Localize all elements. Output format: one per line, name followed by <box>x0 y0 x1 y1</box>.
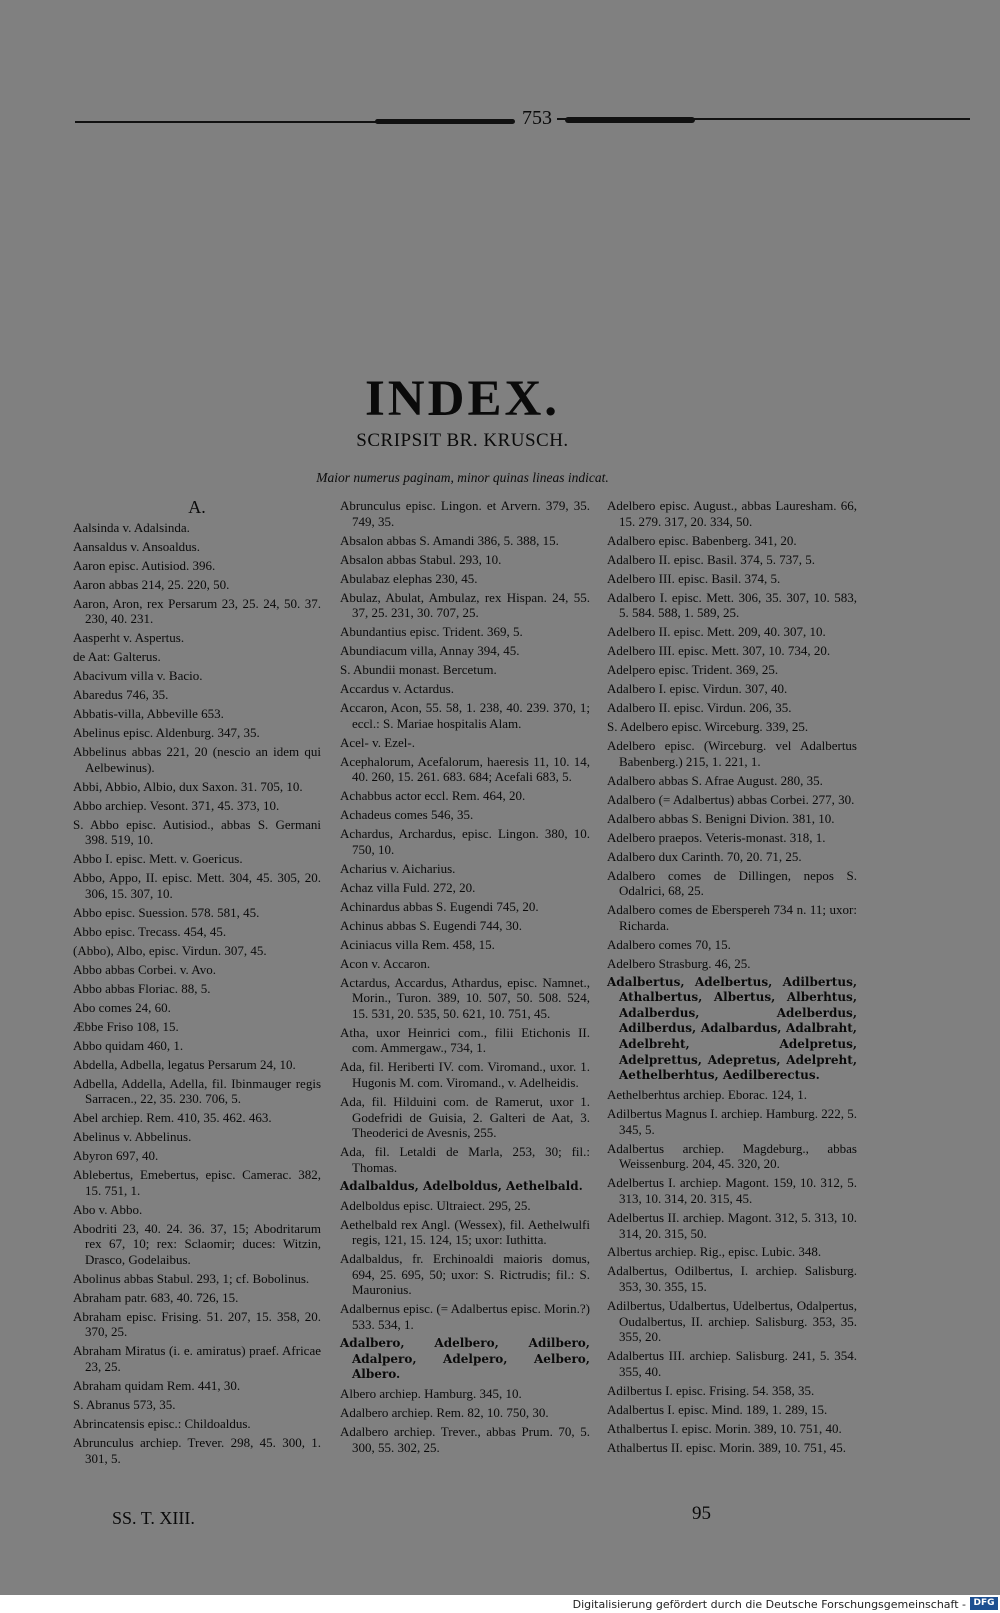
index-entry: Adalbertus III. archiep. Salisburg. 241, 5. 354. 355, 40. <box>607 1348 857 1379</box>
index-entry: Abelinus v. Abbelinus. <box>73 1129 192 1145</box>
index-entry: S. Adelbero episc. Wirceburg. 339, 25. <box>607 719 809 735</box>
index-entry: Abbo abbas Floriac. 88, 5. <box>73 980 211 996</box>
index-entry: Aaron, Aron, rex Persarum 23, 25. 24, 50. 37. 230, 40. 231. <box>73 595 321 627</box>
sheet-number: 95 <box>692 1503 711 1524</box>
index-entry: Adalbero comes 70, 15. <box>607 936 731 952</box>
index-entry: Abbo, Appo, II. episc. Mett. 304, 45. 305, 20. 306, 15. 307, 10. <box>73 870 321 901</box>
index-entry: Adalbero archiep. Rem. 82, 10. 750, 30. <box>340 1405 549 1421</box>
index-entry: Abbo archiep. Vesont. 371, 45. 373, 10. <box>73 797 280 813</box>
index-entry: Aasperht v. Aspertus. <box>73 630 185 646</box>
index-entry: Abulaz, Abulat, Ambulaz, rex Hispan. 24, 55. 37, 25. 231, 30. 707, 25. <box>340 589 590 621</box>
index-entry: Absalon abbas Stabul. 293, 10. <box>340 551 502 567</box>
index-entry: Adalbero archiep. Trever., abbas Prum. 70, 5. 300, 55. 302, 25. <box>340 1424 590 1455</box>
index-entry: Aethelbald rex Angl. (Wessex), fil. Aethelwulfi regis, 121, 15. 124, 15; uxor: Iuthitta. <box>340 1216 590 1248</box>
rule-right-ornament <box>565 117 695 123</box>
index-entry: Abrunculus episc. Lingon. et Arvern. 379, 35. 749, 35. <box>340 498 590 529</box>
index-entry: Adalbero (= Adalbertus) abbas Corbei. 277, 30. <box>607 791 855 807</box>
index-entry: Abulabaz elephas 230, 45. <box>340 570 478 586</box>
index-entry: Achadeus comes 546, 35. <box>340 807 474 823</box>
index-entry: Ablebertus, Emebertus, episc. Camerac. 382, 15. 751, 1. <box>73 1167 321 1198</box>
index-entry: Adilbertus Magnus I. archiep. Hamburg. 222, 5. 345, 5. <box>607 1106 857 1137</box>
funding-credit: Digitalisierung gefördert durch die Deutsche Forschungsgemeinschaft - <box>572 1598 966 1611</box>
page-subtitle: SCRIPSIT BR. KRUSCH. <box>356 430 569 451</box>
index-entry: Achardus, Archardus, episc. Lingon. 380, 10. 750, 10. <box>340 826 590 857</box>
index-heading-entry: Adalbaldus, Adelboldus, Aethelbald. <box>340 1178 583 1193</box>
index-entry: (Abbo), Albo, episc. Virdun. 307, 45. <box>73 942 267 958</box>
index-entry: Abel archiep. Rem. 410, 35. 462. 463. <box>73 1110 272 1126</box>
index-heading-entry: Adalbero, Adelbero, Adilbero, Adalpero, Adelpero, Aelbero, Albero. <box>340 1336 590 1382</box>
index-entry: Abo comes 24, 60. <box>73 999 171 1015</box>
index-entry: Adalbaldus, fr. Erchinoaldi maioris domus, 694, 25. 695, 50; uxor: S. Rictrudis; fil.: S. Mauronius. <box>340 1251 590 1298</box>
index-entry: Adalbertus I. episc. Mind. 189, 1. 289, 15. <box>607 1401 828 1417</box>
index-entry: Athalbertus I. episc. Morin. 389, 10. 751, 40. <box>607 1420 842 1436</box>
rule-left-ornament <box>375 119 515 124</box>
index-entry: Adilbertus, Udalbertus, Udelbertus, Odalpertus, Oudalbertus, II. archiep. Salisburg. 353, 35. 355, 20. <box>607 1298 857 1345</box>
index-entry: Aciniacus villa Rem. 458, 15. <box>340 936 495 952</box>
index-entry: de Aat: Galterus. <box>73 649 161 665</box>
index-column-2 <box>340 498 590 1459</box>
index-entry: Aalsinda v. Adalsinda. <box>73 519 190 535</box>
index-entry: Abraham Miratus (i. e. amiratus) praef. Africae 23, 25. <box>73 1343 321 1374</box>
index-entry: Achaz villa Fuld. 272, 20. <box>340 879 476 895</box>
index-entry: Adelbero Strasburg. 46, 25. <box>607 955 751 971</box>
index-entry: Abelinus episc. Aldenburg. 347, 35. <box>73 725 260 741</box>
index-entry: Adalbernus episc. (= Adalbertus episc. Morin.?) 533. 534, 1. <box>340 1301 590 1333</box>
index-entry: Adalbero II. episc. Basil. 374, 5. 737, 5. <box>607 551 815 567</box>
index-entry: Actardus, Accardus, Athardus, episc. Namnet., Morin., Turon. 389, 10. 507, 50. 508. 524, 15. 531, 20. 535, 50. 621, 10. 751, 45. <box>340 974 590 1021</box>
index-entry: Adelbertus I. archiep. Magont. 159, 10. 312, 5. 313, 10. 314, 20. 315, 45. <box>607 1175 857 1206</box>
index-entry: Adalbero comes de Dillingen, nepos S. Odalrici, 68, 25. <box>607 867 857 899</box>
index-entry: Aaron episc. Autisiod. 396. <box>73 557 216 573</box>
index-entry: Ada, fil. Heriberti IV. com. Viromand., uxor. 1. Hugonis M. com. Viromand., v. Adelheidis. <box>340 1059 590 1090</box>
index-entry: Achabbus actor eccl. Rem. 464, 20. <box>340 788 526 804</box>
index-entry: Abodriti 23, 40. 24. 36. 37, 15; Abodritarum rex 67, 10; rex: Sclaomir; duces: Witzin, Drasco, Godelaibus. <box>73 1220 321 1267</box>
index-entry: Abundiacum villa, Annay 394, 45. <box>340 643 520 659</box>
index-entry: Abbelinus abbas 221, 20 (nescio an idem qui Aelbewinus). <box>73 744 321 775</box>
index-heading-entry: Adalbertus, Adelbertus, Adilbertus, Athalbertus, Albertus, Alberhtus, Adalberdus, Adelberdus, Adilberdus, Adalbardus, Adalbraht, Adelbreht, Adelpretus, Adelprettus, Adepretus, Adelpreht, Aethelberhtus, Aedilberectus. <box>607 974 857 1083</box>
index-entry: Abolinus abbas Stabul. 293, 1; cf. Bobolinus. <box>73 1270 310 1286</box>
index-entry: Athalbertus II. episc. Morin. 389, 10. 751, 45. <box>607 1439 847 1455</box>
index-entry: Abraham episc. Frising. 51. 207, 15. 358, 20. 370, 25. <box>73 1308 321 1340</box>
index-entry: Abbatis-villa, Abbeville 653. <box>73 706 224 722</box>
index-entry: Ada, fil. Hilduini com. de Ramerut, uxor 1. Godefridi de Guisia, 2. Galteri de Aat, 3. Theoderici de Avesnis, 255. <box>340 1093 590 1141</box>
index-entry: Abbo I. episc. Mett. v. Goericus. <box>73 851 243 867</box>
index-entry: Atha, uxor Heinrici com., filii Etichonis II. com. Ammergaw., 734, 1. <box>340 1024 590 1056</box>
index-note: Maior numerus paginam, minor quinas lineas indicat. <box>316 470 609 485</box>
section-letter: A. <box>188 497 206 517</box>
index-entry: Abraham quidam Rem. 441, 30. <box>73 1377 241 1393</box>
index-entry: Adalbertus archiep. Magdeburg., abbas Weissenburg. 204, 45. 320, 20. <box>607 1140 857 1172</box>
index-entry: Adalbero episc. Babenberg. 341, 20. <box>607 532 797 548</box>
index-entry: Abbo episc. Suession. 578. 581, 45. <box>73 904 260 920</box>
index-entry: Abundantius episc. Trident. 369, 5. <box>340 624 523 640</box>
index-entry: Æbbe Friso 108, 15. <box>73 1018 179 1034</box>
index-entry: Achinus abbas S. Eugendi 744, 30. <box>340 917 522 933</box>
index-entry: Abbo quidam 460, 1. <box>73 1037 184 1053</box>
index-entry: Adelbero III. episc. Basil. 374, 5. <box>607 570 781 586</box>
index-entry: Adalbero abbas S. Benigni Divion. 381, 10. <box>607 810 835 826</box>
index-entry: Adalbero abbas S. Afrae August. 280, 35. <box>607 772 823 788</box>
index-entry: Accardus v. Actardus. <box>340 681 454 697</box>
index-entry: Abbi, Abbio, Albio, dux Saxon. 31. 705, 10. <box>73 778 303 794</box>
index-entry: Aaron abbas 214, 25. 220, 50. <box>73 576 230 592</box>
index-entry: S. Abundii monast. Bercetum. <box>340 662 497 678</box>
index-entry: Adalbero comes de Eberspereh 734 n. 11; uxor: Richarda. <box>607 902 857 933</box>
index-entry: Accaron, Acon, 55. 58, 1. 238, 40. 239. 370, 1; eccl.: S. Mariae hospitalis Alam. <box>340 700 590 731</box>
index-entry: Abaredus 746, 35. <box>73 687 169 703</box>
index-entry: Adalbertus, Odilbertus, I. archiep. Salisburg. 353, 30. 355, 15. <box>607 1263 857 1295</box>
index-entry: S. Abbo episc. Autisiod., abbas S. Germani 398. 519, 10. <box>73 816 321 848</box>
index-entry: Adilbertus I. episc. Frising. 54. 358, 35. <box>607 1382 815 1398</box>
index-entry: Adelbero III. episc. Mett. 307, 10. 734, 20. <box>607 643 831 659</box>
index-entry: Acon v. Accaron. <box>340 955 431 971</box>
index-entry: Ada, fil. Letaldi de Marla, 253, 30; fil.: Thomas. <box>340 1144 590 1175</box>
index-entry: Absalon abbas S. Amandi 386, 5. 388, 15. <box>340 532 559 548</box>
index-entry: Abo v. Abbo. <box>73 1201 143 1217</box>
page-title: INDEX. <box>364 371 561 427</box>
index-entry: S. Abranus 573, 35. <box>73 1396 176 1412</box>
index-entry: Acharius v. Aicharius. <box>340 860 456 876</box>
index-entry: Adelbero praepos. Veteris-monast. 318, 1. <box>607 829 826 845</box>
index-entry: Acephalorum, Acefalorum, haeresis 11, 10. 14, 40. 260, 15. 261. 683. 684; Acefali 683, 5. <box>340 753 590 785</box>
page-number-row <box>75 104 970 134</box>
index-column-3 <box>607 498 857 1459</box>
index-entry: Abrunculus archiep. Trever. 298, 45. 300, 1. 301, 5. <box>73 1434 321 1466</box>
index-entry: Adelbertus II. archiep. Magont. 312, 5. 313, 10. 314, 20. 315, 50. <box>607 1209 857 1241</box>
index-entry: Adelbero II. episc. Mett. 209, 40. 307, 10. <box>607 624 826 640</box>
index-entry: Achinardus abbas S. Eugendi 745, 20. <box>340 898 539 914</box>
index-entry: Adelboldus episc. Ultraiect. 295, 25. <box>340 1197 531 1213</box>
index-entry: Adelbero episc. August., abbas Lauresham. 66, 15. 279. 317, 20. 334, 50. <box>607 498 857 529</box>
index-entry: Adalbero dux Carinth. 70, 20. 71, 25. <box>607 848 802 864</box>
index-entry: Abraham patr. 683, 40. 726, 15. <box>73 1289 239 1305</box>
index-entry: Abyron 697, 40. <box>73 1148 159 1164</box>
index-entry: Adbella, Addella, Adella, fil. Ibinmauger regis Sarracen., 22, 35. 230. 706, 5. <box>73 1075 321 1107</box>
index-column-1 <box>73 498 321 1469</box>
index-entry: Aethelberhtus archiep. Eborac. 124, 1. <box>607 1087 807 1103</box>
index-entry: Adelbero episc. (Wirceburg. vel Adalbertus Babenberg.) 215, 1. 221, 1. <box>607 738 857 769</box>
page-number: 753 <box>522 107 552 129</box>
index-entry: Albertus archiep. Rig., episc. Lubic. 348. <box>607 1244 822 1260</box>
index-entry: Adalbero I. episc. Virdun. 307, 40. <box>607 681 788 697</box>
index-entry: Abrincatensis episc.: Childoaldus. <box>73 1415 251 1431</box>
index-entry: Abdella, Adbella, legatus Persarum 24, 10. <box>73 1056 296 1072</box>
index-entry: Aansaldus v. Ansoaldus. <box>73 538 200 554</box>
index-entry: Abbo episc. Trecass. 454, 45. <box>73 923 227 939</box>
index-entry: Adalbero II. episc. Virdun. 206, 35. <box>607 700 792 716</box>
volume-signature: SS. T. XIII. <box>112 1508 195 1528</box>
index-entry: Adalbero I. episc. Mett. 306, 35. 307, 10. 583, 5. 584. 588, 1. 589, 25. <box>607 589 857 621</box>
index-entry: Albero archiep. Hamburg. 345, 10. <box>340 1386 522 1402</box>
dfg-logo: DFG <box>970 1597 998 1610</box>
index-entry: Acel- v. Ezel-. <box>340 734 415 750</box>
index-entry: Adelpero episc. Trident. 369, 25. <box>607 662 779 678</box>
index-entry: Abacivum villa v. Bacio. <box>73 668 203 684</box>
index-entry: Abbo abbas Corbei. v. Avo. <box>73 961 216 977</box>
